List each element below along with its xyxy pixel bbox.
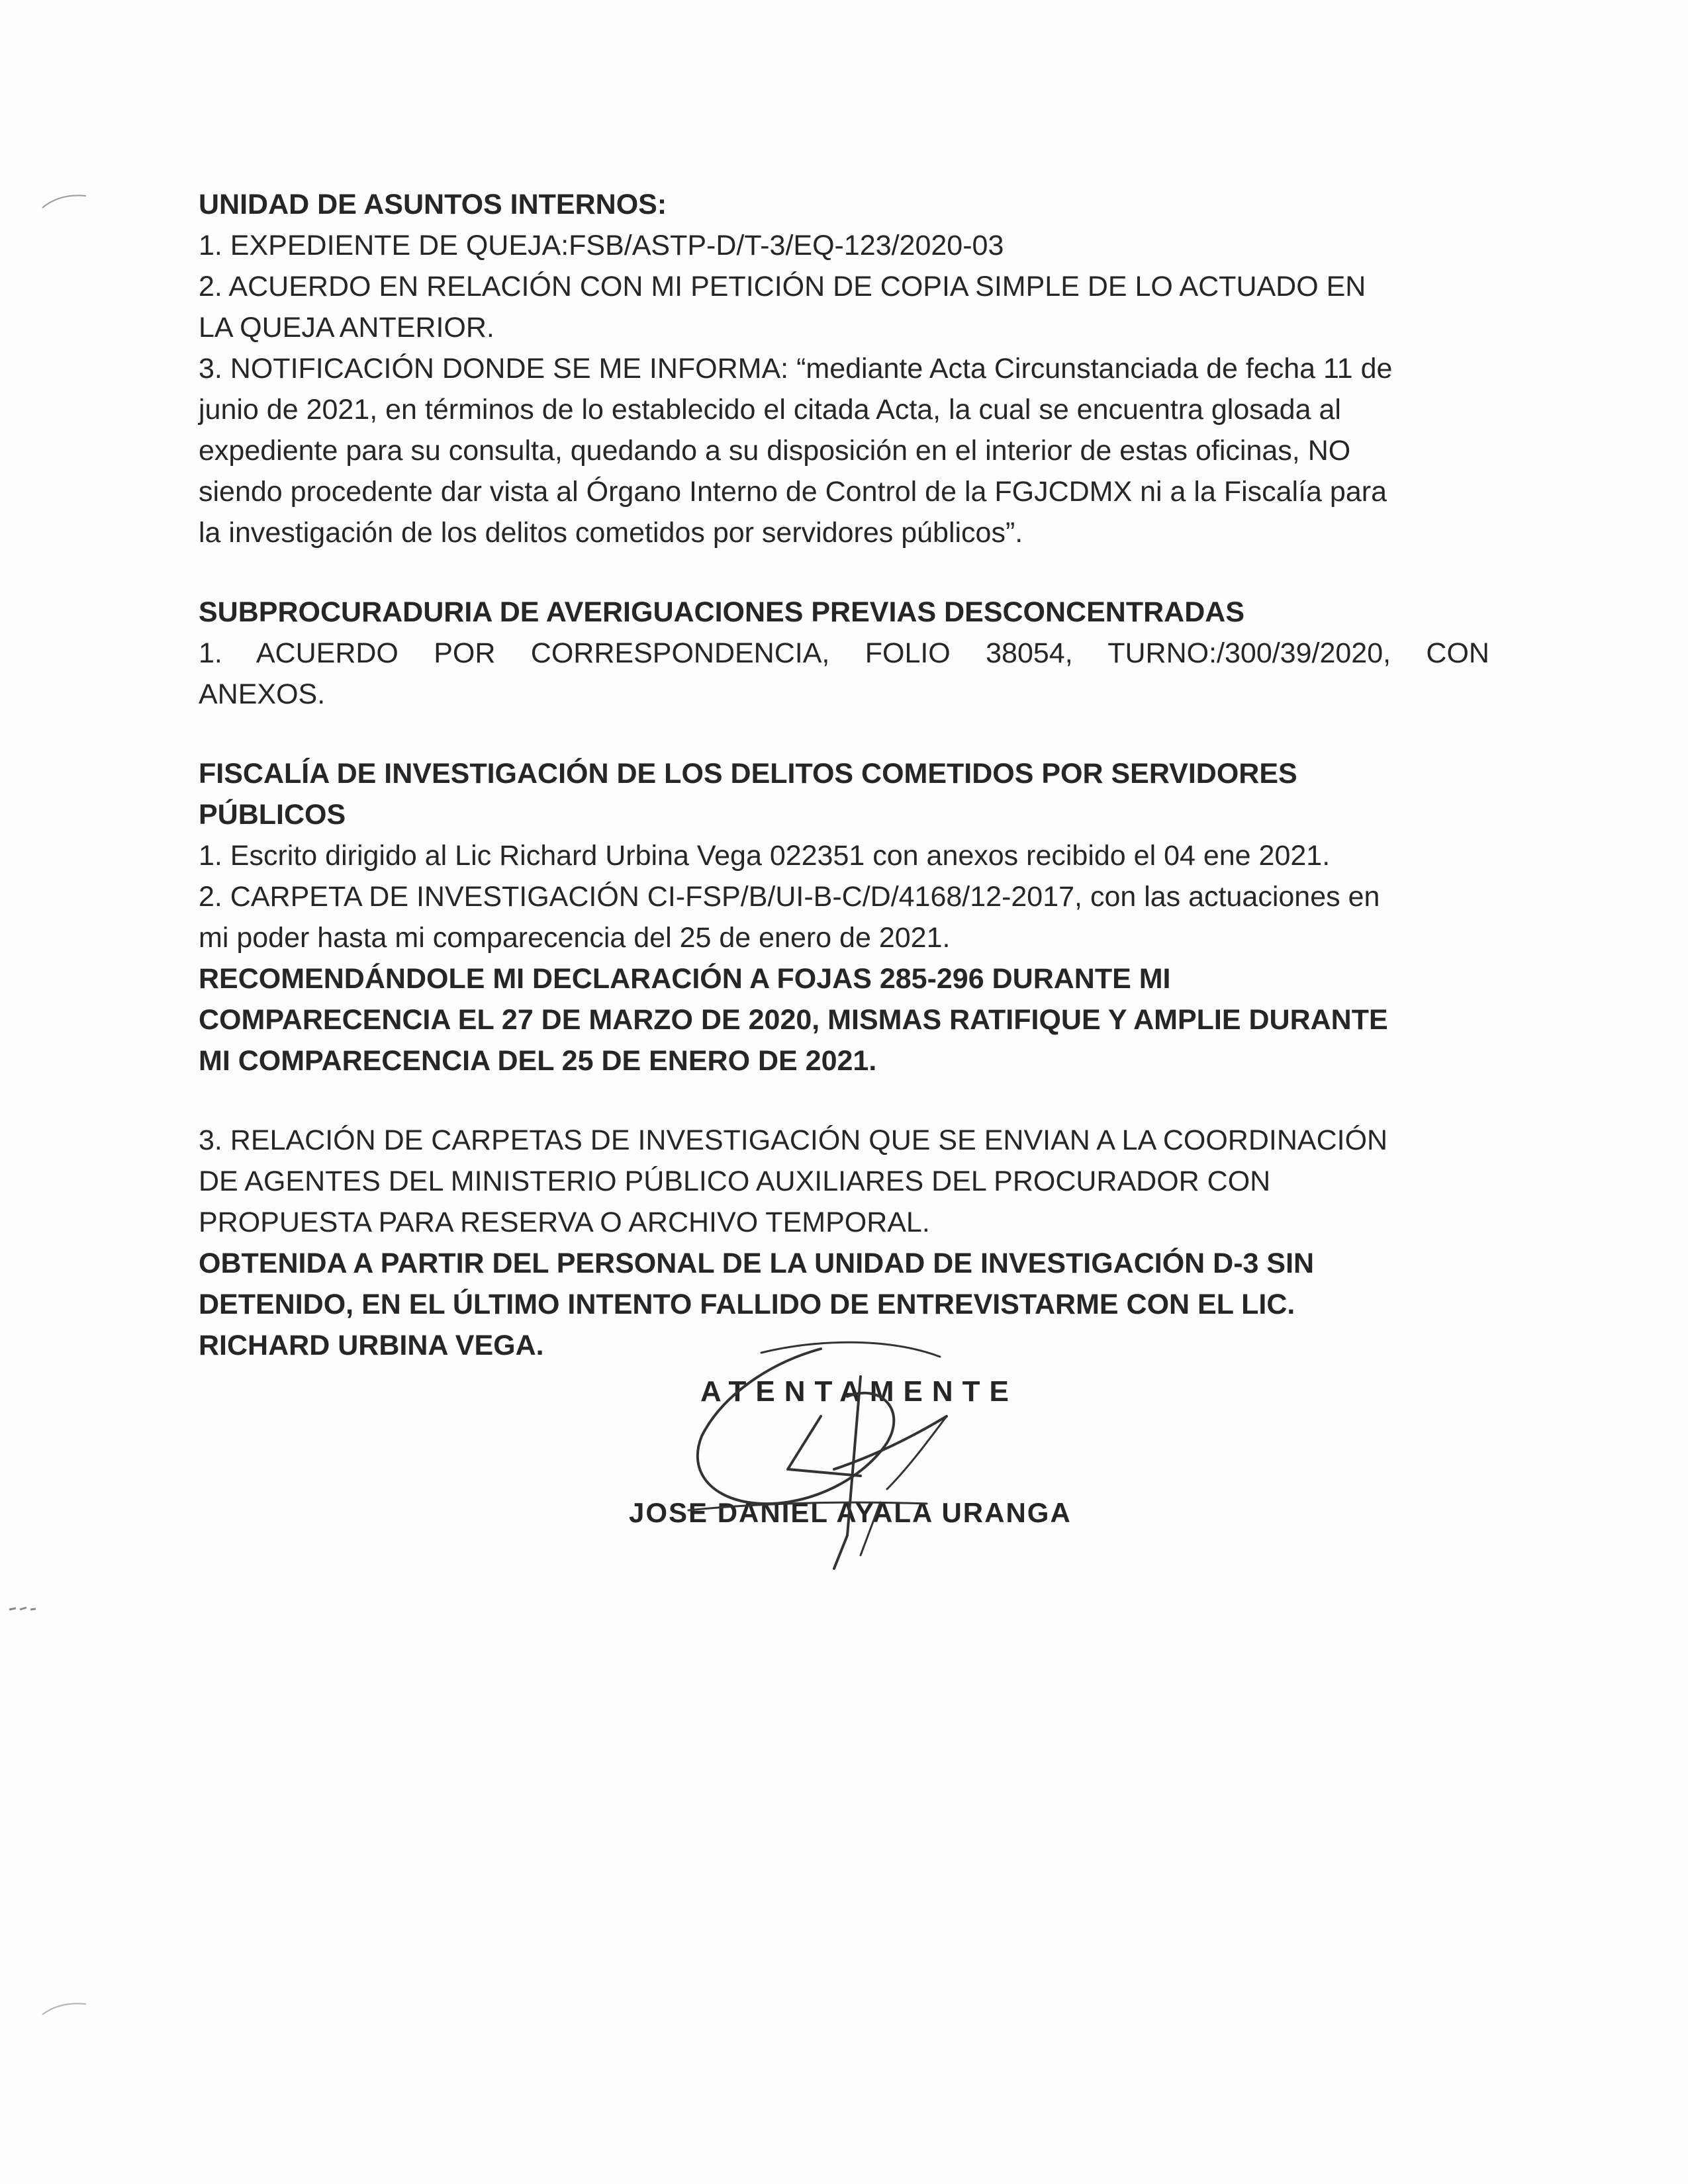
section-heading-fiscalia: FISCALÍA DE INVESTIGACIÓN DE LOS DELITOS COMETIDOS POR SERVIDORES [199, 758, 1297, 790]
emphasis-line: DETENIDO, EN EL ÚLTIMO INTENTO FALLIDO DE ENTREVISTARME CON EL LIC. [199, 1289, 1295, 1320]
text-line: 2. ACUERDO EN RELACIÓN CON MI PETICIÓN DE COPIA SIMPLE DE LO ACTUADO EN [199, 271, 1366, 302]
text-line: junio de 2021, en términos de lo establecido el citada Acta, la cual se encuentra glosada al [199, 394, 1341, 426]
emphasis-line: COMPARECENCIA EL 27 DE MARZO DE 2020, MISMAS RATIFIQUE Y AMPLIE DURANTE [199, 1004, 1388, 1036]
section-heading-asuntos-internos: UNIDAD DE ASUNTOS INTERNOS: [199, 189, 667, 220]
emphasis-line: OBTENIDA A PARTIR DEL PERSONAL DE LA UNIDAD DE INVESTIGACIÓN D-3 SIN [199, 1248, 1315, 1279]
text-line: LA QUEJA ANTERIOR. [199, 312, 494, 343]
text-line: 1. ACUERDO POR CORRESPONDENCIA, FOLIO 38054, TURNO:/300/39/2020, CON [199, 637, 1489, 669]
document-body [199, 184, 1496, 1366]
text-line: 1. Escrito dirigido al Lic Richard Urbina Vega 022351 con anexos recibido el 04 ene 2021. [199, 840, 1331, 872]
section-heading-subprocuraduria: SUBPROCURADURIA DE AVERIGUACIONES PREVIAS DESCONCENTRADAS [199, 596, 1244, 628]
text-line: 2. CARPETA DE INVESTIGACIÓN CI-FSP/B/UI-B-C/D/4168/12-2017, con las actuaciones en [199, 881, 1380, 913]
text-line: 3. NOTIFICACIÓN DONDE SE ME INFORMA: “mediante Acta Circunstanciada de fecha 11 de [199, 353, 1393, 385]
emphasis-line: RECOMENDÁNDOLE MI DECLARACIÓN A FOJAS 285-296 DURANTE MI [199, 963, 1171, 995]
scan-artifact-top-left [40, 185, 93, 212]
text-line: DE AGENTES DEL MINISTERIO PÚBLICO AUXILIARES DEL PROCURADOR CON [199, 1165, 1271, 1197]
section-gap [199, 715, 1496, 753]
text-line: la investigación de los delitos cometidos por servidores públicos”. [199, 517, 1023, 549]
scan-artifact-mid-left [7, 1602, 46, 1615]
emphasis-line: MI COMPARECENCIA DEL 25 DE ENERO DE 2021. [199, 1045, 877, 1077]
handwritten-signature [662, 1337, 1072, 1575]
scan-artifact-bottom-left [40, 1992, 93, 2019]
emphasis-line: RICHARD URBINA VEGA. [199, 1330, 544, 1361]
section-gap [199, 553, 1496, 592]
closing-atentamente: ATENTAMENTE [700, 1375, 1018, 1408]
section-heading-fiscalia-continued: PÚBLICOS [199, 799, 346, 831]
text-line: PROPUESTA PARA RESERVA O ARCHIVO TEMPORAL. [199, 1206, 930, 1238]
text-line: 3. RELACIÓN DE CARPETAS DE INVESTIGACIÓN QUE SE ENVIAN A LA COORDINACIÓN [199, 1124, 1388, 1156]
text-line: siendo procedente dar vista al Órgano Interno de Control de la FGJCDMX ni a la Fiscalía para [199, 476, 1387, 508]
text-line: 1. EXPEDIENTE DE QUEJA:FSB/ASTP-D/T-3/EQ-123/2020-03 [199, 230, 1004, 261]
text-line: expediente para su consulta, quedando a su disposición en el interior de estas oficinas, NO [199, 435, 1351, 467]
text-line: mi poder hasta mi comparecencia del 25 de enero de 2021. [199, 922, 951, 954]
text-line: ANEXOS. [199, 678, 326, 710]
section-gap [199, 1081, 1496, 1120]
signer-name: JOSE DANIEL AYALA URANGA [629, 1497, 1072, 1528]
